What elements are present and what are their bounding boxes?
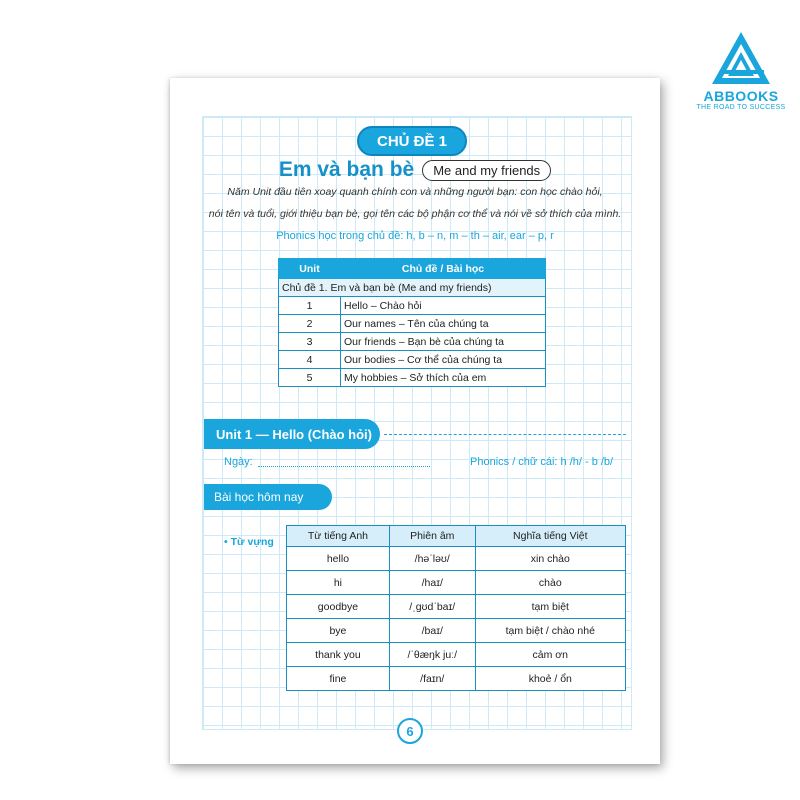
table-row xyxy=(279,297,546,315)
table-row xyxy=(287,571,626,595)
page-number: 6 xyxy=(397,718,423,744)
intro-line-1: Năm Unit đầu tiên xoay quanh chính con và những người bạn: con học chào hỏi, xyxy=(227,186,603,198)
vocab-vietnamese: xin chào xyxy=(475,547,625,571)
units-header-unit: Unit xyxy=(279,259,341,279)
lesson-today-badge: Bài học hôm nay xyxy=(204,484,332,510)
vocab-ipa: /faɪn/ xyxy=(389,667,475,691)
unit-number: 1 xyxy=(279,297,341,315)
vocab-vietnamese: cảm ơn xyxy=(475,643,625,667)
vocab-english: hi xyxy=(287,571,390,595)
date-write-line xyxy=(258,466,430,467)
unit-number: 3 xyxy=(279,333,341,351)
table-row xyxy=(279,369,546,387)
vocab-vietnamese: khoẻ / ổn xyxy=(475,667,625,691)
vocab-header-ipa: Phiên âm xyxy=(389,526,475,547)
phonics-letters-label: Phonics / chữ cái: h /h/ - b /b/ xyxy=(470,456,614,468)
unit-number: 2 xyxy=(279,315,341,333)
vocab-ipa: /ˈθæŋk juː/ xyxy=(389,643,475,667)
abbooks-logo-icon xyxy=(710,30,772,86)
topic-badge: CHỦ ĐỀ 1 xyxy=(357,126,467,156)
unit-lesson: Our names – Tên của chúng ta xyxy=(341,315,546,333)
unit-lesson: My hobbies – Sở thích của em xyxy=(341,369,546,387)
table-row xyxy=(287,619,626,643)
brand-name: ABBOOKS xyxy=(703,88,779,104)
table-row xyxy=(279,333,546,351)
units-group-row xyxy=(279,279,546,297)
table-row xyxy=(287,595,626,619)
vocab-vietnamese: chào xyxy=(475,571,625,595)
vocab-header-vietnamese: Nghĩa tiếng Việt xyxy=(475,526,625,547)
table-row xyxy=(287,547,626,571)
unit-title-badge: Unit 1 — Hello (Chào hỏi) xyxy=(204,419,380,449)
workbook-page xyxy=(170,78,660,764)
table-row xyxy=(279,351,546,369)
table-row xyxy=(287,643,626,667)
vocab-english: fine xyxy=(287,667,390,691)
topic-title: Em và bạn bè xyxy=(278,158,415,181)
vocab-english: goodbye xyxy=(287,595,390,619)
unit-number: 4 xyxy=(279,351,341,369)
unit-lesson: Our bodies – Cơ thể của chúng ta xyxy=(341,351,546,369)
vocab-ipa: /ˌɡʊdˈbaɪ/ xyxy=(389,595,475,619)
units-header-lesson: Chủ đề / Bài học xyxy=(341,259,546,279)
vocab-ipa: /həˈləʊ/ xyxy=(389,547,475,571)
topic-title-row xyxy=(170,158,660,182)
vocab-vietnamese: tạm biệt xyxy=(475,595,625,619)
vocab-header-english: Từ tiếng Anh xyxy=(287,526,390,547)
unit-number: 5 xyxy=(279,369,341,387)
vocab-english: hello xyxy=(287,547,390,571)
units-group-label: Chủ đề 1. Em và bạn bè (Me and my friends) xyxy=(279,279,546,297)
table-row xyxy=(287,667,626,691)
dashed-divider xyxy=(384,434,626,435)
table-row xyxy=(279,315,546,333)
vocab-ipa: /baɪ/ xyxy=(389,619,475,643)
vocab-ipa: /haɪ/ xyxy=(389,571,475,595)
vocab-english: thank you xyxy=(287,643,390,667)
brand-tagline: THE ROAD TO SUCCESS xyxy=(696,104,786,111)
topic-subtitle: Me and my friends xyxy=(422,160,551,181)
intro-line-2: nói tên và tuổi, giới thiệu bạn bè, gọi tên các bộ phận cơ thể và nói về sở thích của mình. xyxy=(208,208,622,220)
vocab-table xyxy=(286,525,626,691)
brand-logo xyxy=(686,30,796,111)
vocab-english: bye xyxy=(287,619,390,643)
vocab-label: • Từ vựng xyxy=(224,536,274,548)
unit-lesson: Our friends – Bạn bè của chúng ta xyxy=(341,333,546,351)
vocab-vietnamese: tạm biệt / chào nhé xyxy=(475,619,625,643)
phonics-summary: Phonics học trong chủ đề: h, b – n, m – th – air, ear – p, r xyxy=(276,230,554,242)
units-table xyxy=(278,258,546,387)
unit-lesson: Hello – Chào hỏi xyxy=(341,297,546,315)
date-label: Ngày: xyxy=(224,456,253,468)
